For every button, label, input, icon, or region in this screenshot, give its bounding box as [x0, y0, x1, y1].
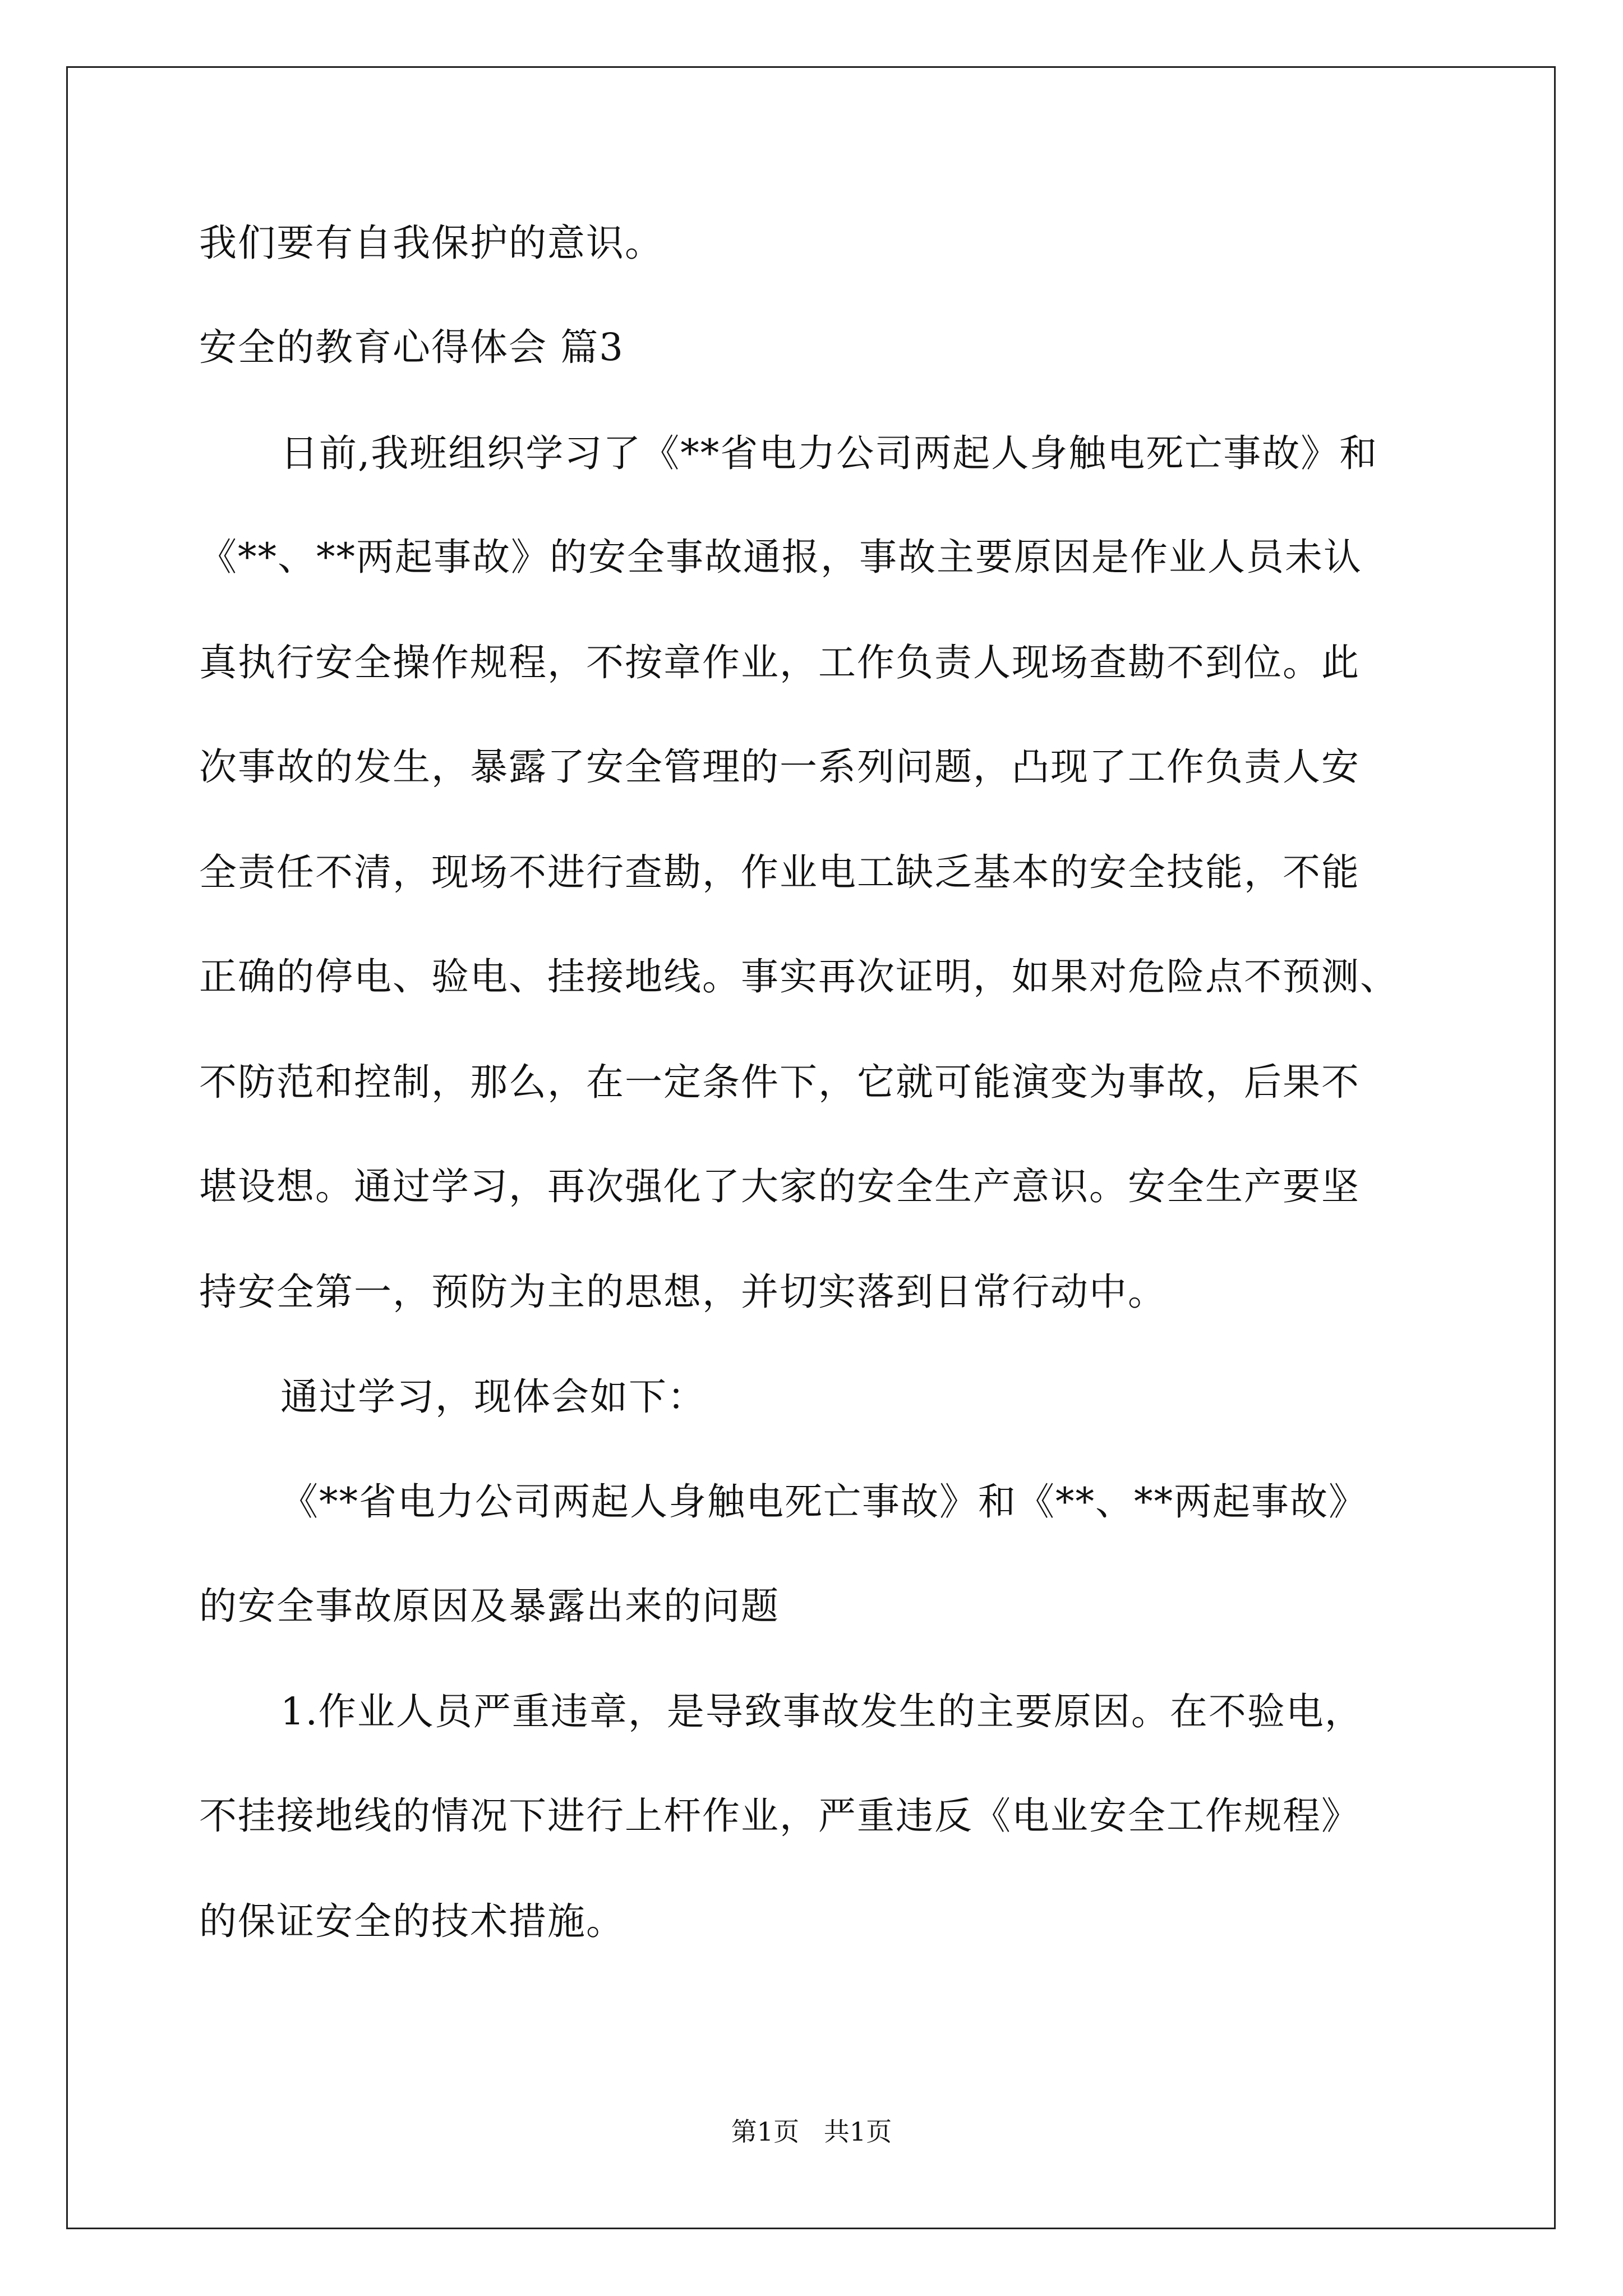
text-line: 次事故的发生，暴露了安全管理的一系列问题，凸现了工作负责人安 [199, 745, 1360, 789]
text-line: 我们要有自我保护的意识。 [199, 221, 663, 265]
text-line: 堪设想。通过学习，再次强化了大家的安全生产意识。安全生产要坚 [199, 1165, 1360, 1208]
text-line: 全责任不清，现场不进行查勘，作业电工缺乏基本的安全技能，不能 [199, 850, 1360, 894]
text-line: 持安全第一，预防为主的思想，并切实落到日常行动中。 [199, 1270, 1166, 1314]
text-line: 1.作业人员严重违章，是导致事故发生的主要原因。在不验电， [280, 1690, 1363, 1733]
page-number-footer: 第1页 共1页 [731, 2116, 892, 2147]
text-line: 《**省电力公司两起人身触电死亡事故》和《**、**两起事故》 [280, 1480, 1367, 1524]
text-line: 《**、**两起事故》的安全事故通报，事故主要原因是作业人员未认 [199, 535, 1362, 579]
text-line: 通过学习，现体会如下： [280, 1375, 706, 1419]
text-line: 日前,我班组织学习了《**省电力公司两起人身触电死亡事故》和 [280, 431, 1378, 475]
text-line: 不挂接地线的情况下进行上杆作业，严重违反《电业安全工作规程》 [199, 1794, 1360, 1838]
text-line: 的安全事故原因及暴露出来的问题 [199, 1584, 780, 1628]
text-line: 不防范和控制，那么，在一定条件下，它就可能演变为事故，后果不 [199, 1060, 1360, 1104]
section-heading: 安全的教育心得体会 篇3 [199, 325, 624, 369]
text-line: 的保证安全的技术措施。 [199, 1899, 625, 1943]
text-line: 真执行安全操作规程，不按章作业，工作负责人现场查勘不到位。此 [199, 641, 1360, 684]
text-line: 正确的停电、验电、挂接地线。事实再次证明，如果对危险点不预测、 [199, 955, 1399, 999]
